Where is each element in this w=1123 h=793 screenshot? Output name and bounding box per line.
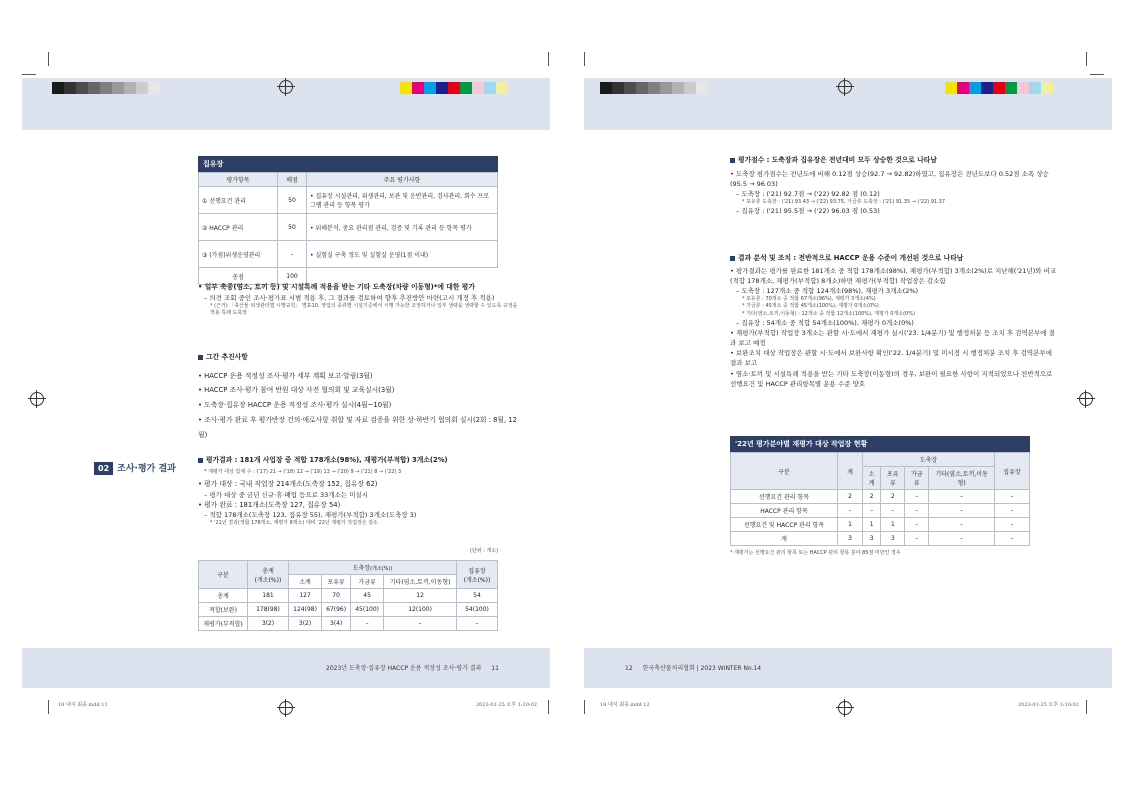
crop-mark — [1086, 52, 1087, 66]
table-cell: – — [905, 532, 929, 546]
color-swatch — [64, 82, 76, 94]
table-row — [199, 241, 498, 268]
progress-block — [198, 352, 518, 443]
table-subheader: 포유류 — [881, 467, 905, 490]
action-text: • 염소·토끼 및 시설특례 적용을 받는 기타 도축장(이동형)의 경우, 보완이 필요한 사항이 지적되었으나 전반적으로 선행요건 및 HACCP 관리항목별 운용 수준 양호 — [730, 369, 1053, 388]
total-value: 100 — [278, 268, 307, 285]
table-row — [731, 532, 1030, 546]
table-header: 계 — [838, 453, 863, 490]
print-slug: 18 내지 최종.indd 12 — [600, 702, 650, 708]
table-cell: 1 — [881, 518, 905, 532]
footnote: * 포유류 : 70개소 중 적합 67개소(96%), 재평가 3개소(4%) — [742, 295, 876, 302]
table-row — [199, 617, 498, 631]
color-swatch — [1005, 82, 1017, 94]
table-cell: • 실험실 구축 정도 및 실험실 운영(1점 이내) — [307, 241, 498, 268]
table-cell: 계 — [731, 532, 838, 546]
color-swatch — [624, 82, 636, 94]
crop-mark — [584, 52, 585, 66]
done-text: • 평가 완료 : 181개소(도축장 127, 집유장 54) — [198, 500, 341, 509]
footnote: * 가금류 : 45개소 중 적합 45개소(100%), 재평가 0개소(0%) — [742, 303, 879, 310]
table-subheader: 포유류 — [322, 575, 351, 589]
section-heading — [198, 352, 518, 363]
table-cell: 70 — [322, 589, 351, 603]
registration-mark-icon — [1079, 392, 1093, 406]
table-cell: – — [905, 490, 929, 504]
analysis-block — [730, 253, 1060, 389]
table-subheader: 가금류 — [351, 575, 384, 589]
result-table-block — [198, 560, 498, 631]
table-cell: 3(4) — [322, 617, 351, 631]
table-header: 구분 — [731, 453, 838, 490]
table-row — [199, 187, 498, 214]
table-header: 집유장 — [995, 453, 1030, 490]
table-cell: 재평가(부적합) — [199, 617, 248, 631]
table-cell: – — [905, 518, 929, 532]
table-cell: 45 — [351, 589, 384, 603]
registration-mark-icon — [279, 701, 293, 715]
bullet-heading: • 일부 축종(염소, 토끼 등) 및 시설특례 적용을 받는 기타 도축장(차량 이동형)*에 대한 평가 — [198, 283, 475, 291]
table-cell: 54(100) — [457, 603, 498, 617]
color-swatch — [472, 82, 484, 94]
table-subheader: 소계 — [863, 467, 881, 490]
section-title-text: 조사·평가 결과 — [117, 464, 176, 474]
results-block — [198, 455, 518, 528]
color-swatch — [148, 82, 160, 94]
color-swatch — [124, 82, 136, 94]
color-swatch — [424, 82, 436, 94]
score-sub: – 도축장 : ('21) 92.7점 → ('22) 92.82 점 (0.12) — [736, 189, 880, 198]
print-slug: 18 내지 최종.indd 11 — [58, 702, 108, 708]
crop-mark — [548, 52, 549, 66]
registration-mark-icon — [30, 392, 44, 406]
color-swatch — [52, 82, 64, 94]
table-row — [731, 518, 1030, 532]
list-item: • HACCP 운용 적정성 조사·평가 세부 계획 보고·알림(3월) — [198, 371, 373, 380]
section-number: 02 — [94, 462, 113, 475]
reeval-table — [730, 452, 1030, 546]
score-block — [730, 155, 1060, 216]
color-swatch — [945, 82, 957, 94]
table-cell: 67(96) — [322, 603, 351, 617]
table-row — [731, 504, 1030, 518]
footnote: * 기타(염소,토끼,이동형) : 12개소 중 적합 12개소(100%), 재평가 0개소(0%) — [742, 310, 915, 317]
score-sub: – 집유장 : ('21) 95.5점 → ('22) 96.03 점 (0.53) — [736, 207, 880, 216]
table-row — [199, 214, 498, 241]
crop-mark — [1086, 700, 1087, 714]
table-cell: 50 — [278, 214, 307, 241]
score-text: • 도축장 평가점수는 전년도에 비해 0.12점 상승(92.7 → 92.82)하였고, 집유장은 전년도보다 0.52점 소폭 상승(95.5 → 96.03) — [730, 169, 1049, 188]
table-cell: – — [881, 504, 905, 518]
heading-text: 평가점수 : 도축장과 집유장은 전년대비 모두 상승한 것으로 나타남 — [738, 156, 937, 164]
section-heading — [730, 253, 1060, 264]
color-bar — [400, 82, 508, 94]
table-cell: – — [905, 504, 929, 518]
color-bar — [945, 82, 1053, 94]
color-swatch — [136, 82, 148, 94]
result-heading — [198, 455, 518, 466]
table-cell: – — [278, 241, 307, 268]
color-swatch — [957, 82, 969, 94]
table-cell: 선행요건 및 HACCP 관리 항목 — [731, 518, 838, 532]
table-cell: 2 — [881, 490, 905, 504]
table-cell: 45(100) — [351, 603, 384, 617]
heading-text: 평가결과 : 181개 사업장 중 적합 178개소(98%), 재평가(부적합) 3개소(2%) — [206, 456, 448, 464]
table-cell: – — [457, 617, 498, 631]
table-header: 집유장 (개소(%)) — [457, 561, 498, 589]
crop-mark — [584, 700, 585, 714]
print-slug-date: 2023-01-25 오후 1:10:02 — [1018, 702, 1079, 708]
footer-text: 2023년 도축장·집유장 HACCP 운용 적정성 조사·평가 결과 — [326, 665, 482, 672]
unit-label: (단위 : 개소) — [470, 548, 499, 554]
table-cell: 2 — [863, 490, 881, 504]
color-swatch — [993, 82, 1005, 94]
footnote: * (근거) 「축산물 위생관리법 시행규칙」 별표10. 영업의 종류별 시설기준에서 시행 가능한 조정하거나 일부 생략을 생략할 수 있도록 규정을 적용 특례 도축장 — [210, 302, 518, 317]
target-text: • 평가 대상 : 국내 작업장 214개소(도축장 152, 집유장 62) — [198, 480, 378, 489]
table-cell: 3 — [881, 532, 905, 546]
color-swatch — [600, 82, 612, 94]
table-cell: – — [929, 490, 995, 504]
result-table — [198, 560, 498, 631]
table-cell: 적합(보완) — [199, 603, 248, 617]
table-header: 도축장(개소(%)) — [289, 561, 457, 575]
color-swatch — [672, 82, 684, 94]
table-cell: – — [995, 490, 1030, 504]
bullet-sub: – 의견 조회 중인 조사·평가표 시범 적용 후, 그 결과를 검토하여 향후 추진방안 마련(고시 개정 후 적용) — [204, 293, 495, 302]
table-cell: – — [929, 532, 995, 546]
color-swatch — [981, 82, 993, 94]
haccp-eval-table-block — [198, 156, 498, 285]
table-row — [199, 603, 498, 617]
heading-text: 결과 분석 및 조치 : 전반적으로 HACCP 운용 수준이 개선된 것으로 나타남 — [738, 254, 964, 262]
table-header: 배점 — [278, 173, 307, 187]
table-header: 도축장 — [863, 453, 995, 467]
table-cell: 선행요건 관리 항목 — [731, 490, 838, 504]
table-cell: – — [929, 518, 995, 532]
action-text: • 재평가(부적합) 작업장 3개소는 관할 시·도에서 재평가 실시('23. 1/4분기) 및 행정처분 등 조치 후 검역본부에 결과 보고 예정 — [730, 329, 1055, 348]
crop-mark — [48, 700, 49, 714]
crop-mark — [548, 700, 549, 714]
table-cell: 127 — [289, 589, 322, 603]
color-swatch — [1029, 82, 1041, 94]
list-item: • HACCP 조사·평가 참여 반원 대상 사전 협의회 및 교육실시(3월) — [198, 386, 395, 395]
color-swatch — [1017, 82, 1029, 94]
color-swatch — [636, 82, 648, 94]
color-swatch — [88, 82, 100, 94]
table-cell: 3(2) — [248, 617, 289, 631]
color-swatch — [76, 82, 88, 94]
table-cell: 3 — [838, 532, 863, 546]
table-cell: – — [995, 518, 1030, 532]
table-cell: 2 — [838, 490, 863, 504]
table-title: '22년 평가분야별 재평가 대상 작업장 현황 — [730, 436, 1030, 452]
page-number: 12 — [625, 665, 633, 672]
color-swatch — [969, 82, 981, 94]
table-subheader: 기타(염소,토끼,이동형) — [929, 467, 995, 490]
table-title: 집유장 — [198, 156, 498, 172]
color-swatch — [660, 82, 672, 94]
footnote: * 재평가 대상 업체 수 : ('17) 21 → ('18) 12 → ('19) 13 → ('20) 9 → ('21) 8 → ('22) 3 — [204, 468, 402, 475]
color-swatch — [1041, 82, 1053, 94]
table-cell: ② HACCP 관리 — [199, 214, 278, 241]
total-label: 총점 — [199, 268, 278, 285]
table-header: 주요 평가사항 — [307, 173, 498, 187]
table-cell: – — [838, 504, 863, 518]
table-cell: – — [863, 504, 881, 518]
footnote: * 포유류 도축장 : ('21) 93.43 → ('22) 93.75, 가금류 도축장 : ('21) 91.35 → ('22) 91.37 — [742, 198, 946, 205]
table-cell: – — [929, 504, 995, 518]
table-subheader: 소계 — [289, 575, 322, 589]
section-title — [94, 456, 176, 475]
square-bullet-icon — [198, 355, 203, 360]
table-header: 총계 (개소(%)) — [248, 561, 289, 589]
crop-mark — [22, 74, 36, 75]
table-cell: – — [351, 617, 384, 631]
table-cell: 124(98) — [289, 603, 322, 617]
footnote: * 재평가는 선행요건 관리 항목 또는 HACCP 관리 항목 분야 85점 미만인 경우 — [730, 550, 901, 556]
page-number: 11 — [491, 665, 499, 672]
color-swatch — [460, 82, 472, 94]
registration-mark-icon — [838, 701, 852, 715]
done-sub: – 적합 178개소(도축장 123, 집유장 55), 재평가(부적합) 3개소(도축장 3) — [204, 511, 417, 520]
table-cell: HACCP 관리 항목 — [731, 504, 838, 518]
eval-table — [198, 172, 498, 285]
table-cell: 1 — [838, 518, 863, 532]
heading-text: 그간 추진사항 — [206, 353, 248, 361]
table-cell: 178(98) — [248, 603, 289, 617]
target-sub: – 평가 대상 중 금년 신규·휴·폐업 등으로 33개소는 미실시 — [204, 490, 369, 499]
table-cell: • 위해분석, 중요 관리점 관리, 검증 및 기록 관리 등 항목 평가 — [307, 214, 498, 241]
color-swatch — [112, 82, 124, 94]
color-swatch — [684, 82, 696, 94]
table-cell: ③ (가점)위생운영관리 — [199, 241, 278, 268]
color-swatch — [496, 82, 508, 94]
square-bullet-icon — [730, 158, 735, 163]
table-subheader: 기타(염소,토끼,이동형) — [384, 575, 457, 589]
print-slug-date: 2023-01-25 오후 1:10:02 — [476, 702, 537, 708]
color-swatch — [412, 82, 424, 94]
square-bullet-icon — [198, 458, 203, 463]
color-swatch — [400, 82, 412, 94]
reeval-table-block — [730, 436, 1030, 558]
table-cell: – — [995, 532, 1030, 546]
table-cell: 3 — [863, 532, 881, 546]
table-cell: 총계 — [199, 589, 248, 603]
color-swatch — [436, 82, 448, 94]
table-cell: ① 선행요건 관리 — [199, 187, 278, 214]
table-cell: 54 — [457, 589, 498, 603]
section-heading — [730, 155, 1060, 166]
analysis-text: • 평가결과는 평가를 완료한 181개소 중 적합 178개소(98%), 재평가(부적합) 3개소(2%)로 지난해('21년)와 비교(적합 178개소, 재평가(부적합) 8개소)하면 재평가(부적합) 작업장은 감소함 — [730, 266, 1057, 285]
registration-mark-icon — [279, 80, 293, 94]
color-swatch — [612, 82, 624, 94]
analysis-sub: – 집유장 : 54개소 중 적합 54개소(100%), 재평가 0개소(0%) — [736, 319, 914, 328]
table-row — [731, 490, 1030, 504]
action-text: • 보완조치 대상 작업장은 관할 시·도에서 보완사항 확인('22. 1/4분기) 및 미시정 시 행정처분 조치 후 검역본부에 결과 보고 — [730, 349, 1052, 368]
crop-mark — [1090, 74, 1104, 75]
table-header: 구분 — [199, 561, 248, 589]
registration-mark-icon — [838, 80, 852, 94]
color-swatch — [448, 82, 460, 94]
analysis-sub: – 도축장 : 127개소 중 적합 124개소(98%), 재평가 3개소(2%) — [736, 286, 919, 295]
color-swatch — [100, 82, 112, 94]
color-swatch — [696, 82, 708, 94]
list-item: • 도축장·집유장 HACCP 운용 적정성 조사·평가 실시(4월~10월) — [198, 401, 392, 410]
table-cell: – — [384, 617, 457, 631]
table-cell: 12(100) — [384, 603, 457, 617]
gray-color-bar — [600, 82, 708, 94]
table-cell: 1 — [863, 518, 881, 532]
table-header: 평가항목 — [199, 173, 278, 187]
special-facility-block — [198, 282, 518, 318]
page-footer — [326, 663, 499, 672]
right-page — [584, 0, 1112, 793]
table-row — [199, 589, 498, 603]
crop-mark — [48, 52, 49, 66]
gray-color-bar — [52, 82, 160, 94]
page-footer — [625, 663, 761, 672]
square-bullet-icon — [730, 256, 735, 261]
table-cell: 50 — [278, 187, 307, 214]
table-cell: – — [995, 504, 1030, 518]
color-swatch — [648, 82, 660, 94]
table-cell: 181 — [248, 589, 289, 603]
table-cell: 3(2) — [289, 617, 322, 631]
table-cell: 12 — [384, 589, 457, 603]
footnote: * '21년 결과(적합 178개소, 재평가 8개소) 대비 '22년 재평가 작업장은 감소 — [210, 520, 379, 527]
table-cell: • 집유장 시설관리, 위생관리, 보관 및 운반관리, 검사관리, 회수 프로그램 관리 등 항목 평가 — [307, 187, 498, 214]
progress-list — [198, 369, 518, 444]
list-item: • 조사·평가 완료 후 평가반장 건의·애로사항 취합 및 자료 검증을 위한 상·하반기 협의회 실시(2회 : 8월, 12월) — [198, 416, 517, 440]
footer-text: 한국축산물처리협회 | 2023 WINTER No.14 — [642, 665, 762, 672]
color-swatch — [484, 82, 496, 94]
table-subheader: 가금류 — [905, 467, 929, 490]
